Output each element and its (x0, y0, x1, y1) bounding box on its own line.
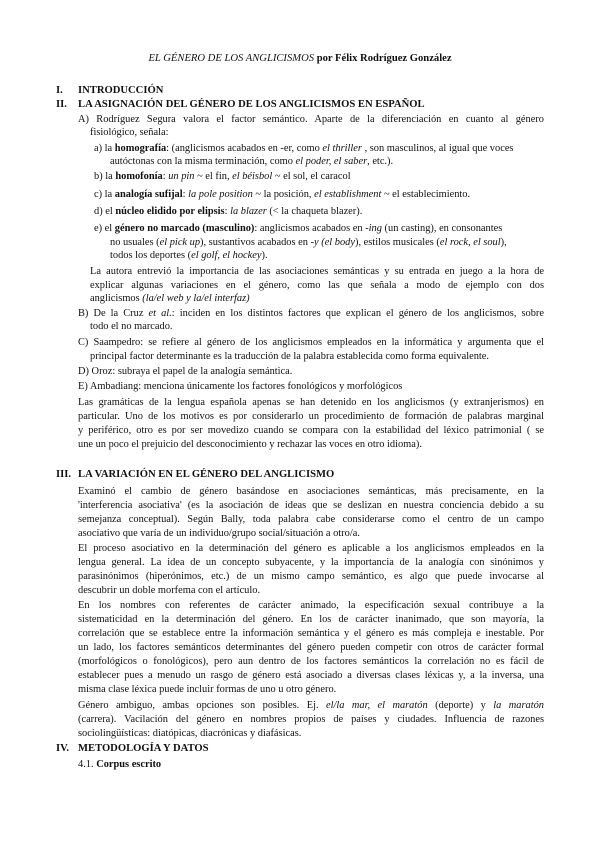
section-4-number: IV. (56, 743, 70, 754)
section-1-heading: INTRODUCCIÓN (78, 85, 164, 96)
subsection-4-1: 4.1. Corpus escrito (78, 759, 162, 770)
item-e-line2: no usuales (el pick up), sustantivos acabados en -y (el body), estilos musicales (el rock, el soul), (110, 237, 507, 248)
sec3-p3-line3: correlación que se establece entre la información semántica y el género es más compleja e inestable. Por (78, 628, 544, 639)
para-autora-line1: La autora entrevió la importancia de las asociaciones semánticas y su entrada en juego a la hora de (90, 266, 544, 277)
para-autora-line2: explicar algunas variaciones en el género, como las que señala a modo de ejemplo con dos (90, 280, 544, 291)
sec3-p1-line2: 'interferencia asociativa' (es la asociación de ideas que se deslizan en nuestra conciencia debido a su (78, 500, 544, 511)
para-gramaticas-line4: une un poco el prejuicio del desconocimiento y rechazar las voces en otro idioma). (78, 439, 422, 450)
item-A-line2: fisiológico, señala: (90, 127, 169, 138)
section-4-heading: METODOLOGÍA Y DATOS (78, 743, 209, 754)
sec3-p3-line4: un lado, los factores semánticos determinantes del género pueden competir con otros de carácter formal (78, 642, 544, 653)
sec3-p3-line6: establecer pues a menudo un rasgo de género está asociado a diversas clases léxicas y, a la inversa, una (78, 670, 544, 681)
sec3-p2-line1: El proceso asociativo en la determinación del género es aplicable a los anglicismos empleados en la (78, 543, 544, 554)
sec3-p3-line1: En los nombres con referentes de carácter animado, la especificación sexual contribuye a la (78, 600, 544, 611)
item-e-line3: todos los deportes (el golf, el hockey). (110, 250, 268, 261)
item-a-line1: a) la homografía: (anglicismos acabados en -er, como el thriller , son masculinos, al igual que voces (94, 143, 514, 154)
item-C-line1: C) Saampedro: se refiere al género de los anglicismos empleados en la informática y argumenta que el (78, 337, 544, 348)
document-title (0, 53, 600, 64)
sec3-p4-line2: (carrera). Vacilación del género en nombres propios de países y ciudades. Influencia de razones (78, 714, 544, 725)
item-a-line2: autóctonas con la misma terminación, como el poder, el saber, etc.). (110, 156, 394, 167)
sec3-p3-line7: misma clase léxica puede incluir formas de uno u otro género. (78, 684, 337, 695)
item-d: d) el núcleo elidido por elipsis: la blazer (< la chaqueta blazer). (94, 206, 363, 217)
title-main: EL GÉNERO DE LOS ANGLICISMOS (148, 53, 315, 64)
sec3-p1-line4: asociativo que varía de un individuo/grupo social/situación a otro/a. (78, 528, 360, 539)
section-2-heading: LA ASIGNACIÓN DEL GÉNERO DE LOS ANGLICISMOS EN ESPAÑOL (78, 99, 425, 110)
section-3-number: III. (56, 469, 72, 480)
sec3-p4-line1: Género ambiguo, ambas opciones son posibles. Ej. el/la mar, el maratón (deporte) y la maratón (78, 700, 544, 711)
sec3-p4-line3: sociolingüísticas: diatópicas, diacrónicas y diafásicas. (78, 728, 302, 739)
sec3-p3-line2: sistematicidad en la determinación del género. En los de carácter inanimado, que son mayoría, la (78, 614, 544, 625)
item-C-line2: principal factor determinante es la traducción de la palabra establecida como forma equivalente. (90, 351, 489, 362)
section-1-number: I. (56, 85, 63, 96)
section-3-heading: LA VARIACIÓN EN EL GÉNERO DEL ANGLICISMO (78, 469, 335, 480)
sec3-p2-line3: parasinónimos (hiperónimos, etc.) de un mismo campo semántico, es algo que puede invocarse al (78, 571, 544, 582)
sec3-p1-line1: Examinó el cambio de género basándose en asociaciones semánticas, más precisamente, en la (78, 486, 544, 497)
item-B-line1: B) De la Cruz et al.: inciden en los distintos factores que explican el género de los anglicismos, sobre (78, 308, 545, 319)
sec3-p2-line4: descubrir un doble morfema con el artículo. (78, 585, 261, 596)
section-2-number: II. (56, 99, 67, 110)
para-gramaticas-line3: y periférico, otro es por ser movedizo cuando se compara con la estabilidad del léxico patrimonial ( se (78, 425, 544, 436)
para-gramaticas-line2: particular. Uno de los motivos es por considerarlo un procedimiento de formación de palabras marginal (78, 411, 544, 422)
item-b: b) la homofonía: un pin ~ el fin, el béisbol ~ el sol, el caracol (94, 171, 351, 182)
item-B-line2: todo el no marcado. (90, 321, 173, 332)
item-A-line1: A) Rodríguez Segura valora el factor semántico. Aparte de la diferenciación en cuanto al género (78, 114, 544, 125)
item-D: D) Oroz: subraya el papel de la analogía semántica. (78, 366, 293, 377)
item-E: E) Ambadiang: menciona únicamente los factores fonológicos y morfológicos (78, 381, 403, 392)
sec3-p2-line2: lengua general. La idea de un concepto subyacente, y la importancia de la analogía con sinónimos y (78, 557, 544, 568)
sec3-p3-line5: (morfológicos o fonológicos), pero aun dentro de los factores semánticos la correlación no es fácil de (78, 656, 544, 667)
item-c: c) la analogía sufijal: la pole position ~ la posición, el establishment ~ el establecimiento. (94, 189, 471, 200)
para-gramaticas-line1: Las gramáticas de la lengua española apenas se han detenido en los anglicismos (y extranjerismos) en (78, 397, 544, 408)
item-e-line1: e) el género no marcado (masculino): anglicismos acabados en -ing (un casting), en consonantes (94, 223, 503, 234)
title-author: por Félix Rodríguez González (316, 53, 452, 64)
sec3-p1-line3: semejanza conceptual). Según Bally, toda palabra cabe considerarse como el centro de un campo (78, 514, 544, 525)
para-autora-line3: anglicismos (la/el web y la/el interfaz) (90, 293, 250, 304)
